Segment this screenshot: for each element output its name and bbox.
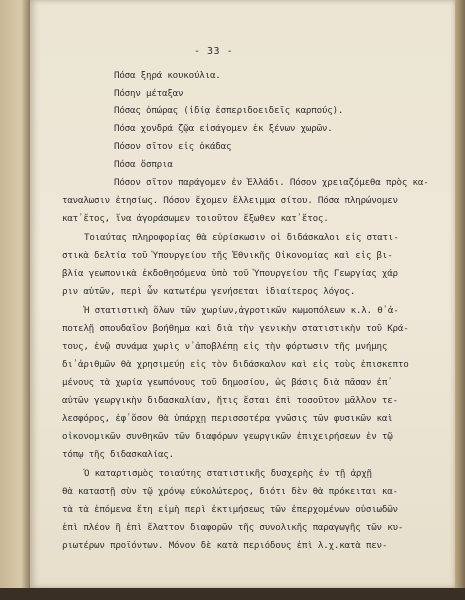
typewritten-page	[30, 0, 455, 588]
text-line: αὐτῶν γεωργικὴν διδασκαλίαν, ἥτις ἔσται ἐπὶ τοσοῦτον μᾶλλον τε-	[62, 395, 398, 406]
text-line: ποτελῇ σπουδαῖον βοήθημα καὶ διὰ τὴν γενικὴν στατιστικὴν τοῦ Κρά-	[62, 323, 409, 334]
text-line: Πόσα ὄσπρια	[114, 159, 173, 170]
text-line: θὰ καταστῇ σὺν τῷ χρόνῳ εὐκολώτερος, διότι δὲν θὰ πρόκειται κα-	[62, 486, 398, 497]
text-line: Ὁ καταρτισμὸς τοιαύτης στατιστικῆς δυσχερὴς ἐν τῇ ἀρχῇ	[84, 468, 372, 479]
text-line: στικὰ δελτία τοῦ Ὑπουργείου τῆς Ἐθνικῆς Οἰκονομίας καὶ εἰς βι-	[62, 250, 393, 261]
text-line: ριωτέρων προϊόντων. Μόνον δὲ κατὰ περιόδους ἐπὶ λ.χ.κατὰ πεν-	[62, 540, 388, 551]
text-line: Πόσον σῖτον εἰς ὀκάδας	[114, 141, 232, 152]
text-line: οἰκονομικῶν συνθηκῶν τῶν διαφόρων γεωργικῶν ἐπιχειρήσεων ἐν τῷ	[62, 431, 393, 442]
text-line: λεσφόρος, ἐφ᾽ὅσον θὰ ὑπάρχῃ περισσοτέρα γνῶσις τῶν φυσικῶν καὶ	[62, 413, 393, 424]
text-line: Πόσην μέταξαν	[114, 88, 184, 99]
text-line: Τοιαύτας πληροφορίας θὰ εὑρίσκωσιν οἱ διδάσκαλοι εἰς στατι-	[84, 232, 399, 243]
text-line: μένους τὰ χωρία γεωπόνους τοῦ δημοσίου, ὡς βάσις διὰ πᾶσαν ἐπ᾽	[62, 377, 393, 388]
text-line: ταναλωσιν ἐτησίως. Πόσον ἔχομεν ἔλλειμμα σίτου. Πόσα πληρώνομεν	[62, 195, 398, 206]
text-line: βλία γεωπονικὰ ἐκδοθησόμενα ὑπὸ τοῦ Ὑπουργείου τῆς Γεωργίας χάρ	[62, 268, 398, 279]
text-line: Πόσα ξηρά κουκούλια.	[114, 70, 221, 81]
page-stack-edge	[455, 0, 465, 600]
text-line: δι᾽ἀριθμῶν θὰ χρησιμεύῃ εἰς τὸν διδάσκαλον καὶ εἰς τοὺς ἐπισκεπτο	[62, 359, 409, 370]
binding-edge	[0, 0, 30, 600]
text-line: τόπῳ τῆς διδασκαλίας.	[62, 449, 174, 460]
text-line: τὰ τὰ ἑπόμενα ἔτη εἰμὴ περὶ ἐκτιμήσεως τῶν ἐπερχομένων οὐσιωδῶν	[62, 504, 398, 515]
text-line: ριν αὐτῶν, περὶ ὧν κατωτέρω γενήσεται ἰδιαίτερος λόγος.	[62, 286, 356, 297]
text-line: Πόσας ὀπώρας (ἰδίᾳ ἐσπεριδοειδεῖς καρπούς).	[114, 105, 344, 116]
text-line: Πόσα χονδρά ζῷα εἰσάγομεν ἐκ ξένων χωρῶν.	[114, 123, 333, 134]
text-line: Ἡ στατιστικὴ ὅλων τῶν χωρίων,ἀγροτικῶν κωμοπόλεων κ.λ. θ᾽ἀ-	[84, 305, 399, 316]
text-line: κατ᾽ἔτος, ἵνα ἀγοράσωμεν τοιοῦτον ἔξωθεν κατ᾽ἔτος.	[62, 213, 329, 224]
page-text	[30, 0, 429, 551]
text-line: ἐπὶ πλέον ἢ ἐπὶ ἔλαττον διαφορῶν τῆς συνολικῆς παραγωγῆς τῶν κυ-	[62, 522, 404, 533]
text-line: Πόσον σῖτον παράγομεν ἐν Ἑλλάδι. Πόσον χρειαζόμεθα πρὸς κα-	[114, 177, 429, 188]
page-number: - 33 -	[194, 46, 234, 57]
text-line: τους, ἐνῷ συνάμα χωρὶς ν᾽ἀποβλέπῃ εἰς τὴν φόρτωσιν τῆς μνήμης	[62, 341, 388, 352]
scan-background	[0, 588, 465, 600]
